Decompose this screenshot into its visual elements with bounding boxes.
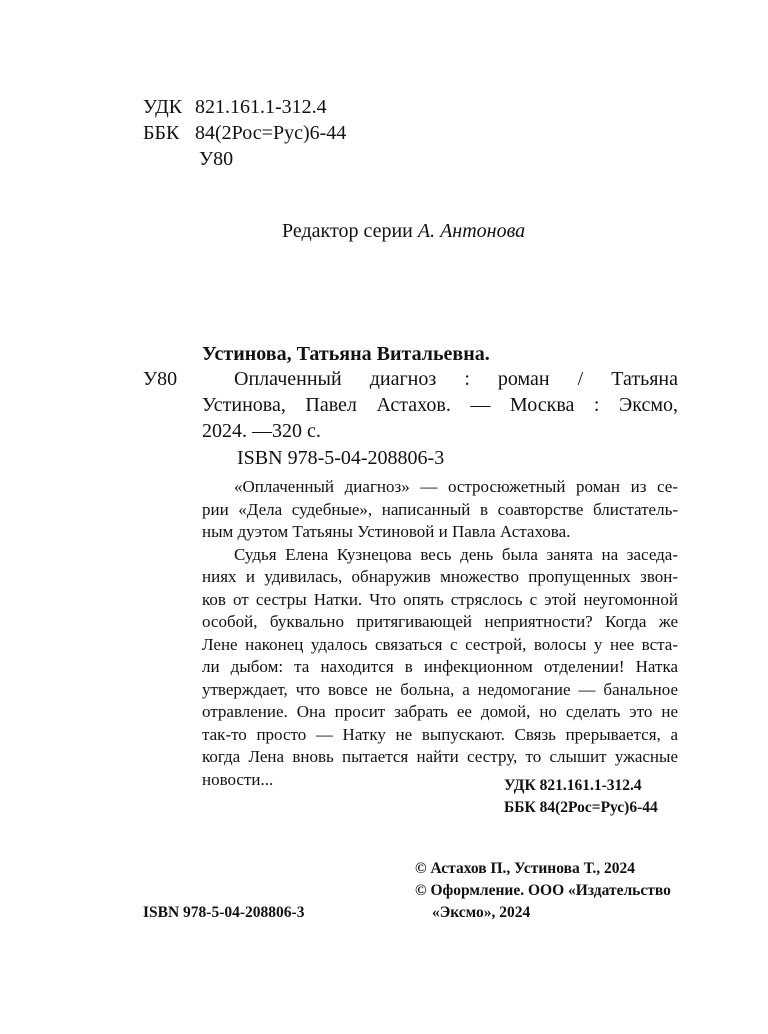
book-author: Устинова, Татьяна Витальевна.: [202, 343, 490, 365]
series-editor-name: А. Антонова: [417, 220, 526, 242]
annotation-line: ли дыбом: та находится в инфекционном отделении! Натка: [202, 657, 678, 676]
annotation-line: ков от сестры Натки. Что опять стряслось с этой неугомонной: [202, 589, 678, 609]
annotation-line: рии «Дела судебные», написанный в соавторстве блистатель-: [202, 499, 678, 519]
footer-bbk: ББК 84(2Рос=Рус)6-44: [504, 799, 658, 816]
series-editor: [282, 218, 525, 244]
annotation-line: «Оплаченный диагноз» — остросюжетный роман из се-: [234, 477, 678, 496]
book-isbn: ISBN 978-5-04-208806-3: [237, 447, 445, 469]
bibliographic-description: [202, 366, 678, 444]
footer-udk: УДК 821.161.1-312.4: [504, 777, 642, 794]
annotation-line: ным дуэтом Татьяны Устиновой и Павла Астахова.: [202, 522, 571, 541]
annotation-line: Лене наконец удалось связаться с сестрой, волосы у нее вста-: [202, 634, 678, 654]
bibliographic-line: Устинова, Павел Астахов. — Москва : Эксмо,: [202, 394, 678, 416]
bibliographic-line: 2024. —320 с.: [202, 420, 321, 442]
annotation-line: так-то просто — Натку не выпускают. Связь прерывается, а: [202, 724, 678, 744]
codes-table: [143, 94, 346, 172]
bbk-value: 84(2Рос=Рус)6-44: [195, 122, 347, 144]
bibliographic-line: Оплаченный диагноз : роман / Татьяна: [234, 368, 678, 390]
annotation-line: когда Лена вновь пытается найти сестру, то слышит ужасные: [202, 747, 678, 766]
header-codes: [143, 94, 346, 172]
annotation-line: отравление. Она просит забрать ее домой, но сделать это не: [202, 702, 678, 721]
copyright-line-2: © Оформление. ООО «Издательство: [415, 882, 671, 899]
series-editor-label: Редактор серии: [282, 220, 413, 242]
udk-value: 821.161.1-312.4: [195, 96, 327, 118]
annotation-line: особой, буквально притягивающей неприятности? Когда же: [202, 612, 678, 631]
copyright-line-3: «Эксмо», 2024: [432, 904, 531, 921]
annotation-line: утверждает, что вовсе не больна, а недомогание — банальное: [202, 679, 678, 699]
udk-row: [143, 94, 346, 120]
annotation-line: ниях и удивилась, обнаружив множество пропущенных звон-: [202, 567, 678, 586]
annotation-line: Судья Елена Кузнецова весь день была занята на заседа-: [234, 544, 678, 564]
bottom-isbn: ISBN 978-5-04-208806-3: [143, 904, 305, 921]
bbk-label: ББК: [143, 122, 180, 144]
author-mark-row: [143, 146, 346, 172]
annotation: [202, 476, 678, 791]
copyright-line-1: © Астахов П., Устинова Т., 2024: [415, 860, 635, 877]
udk-label: УДК: [143, 96, 183, 118]
annotation-line: новости...: [202, 769, 274, 789]
bbk-row: [143, 120, 346, 146]
author-mark: У80: [199, 148, 234, 170]
bibliographic-mark: У80: [143, 368, 178, 390]
